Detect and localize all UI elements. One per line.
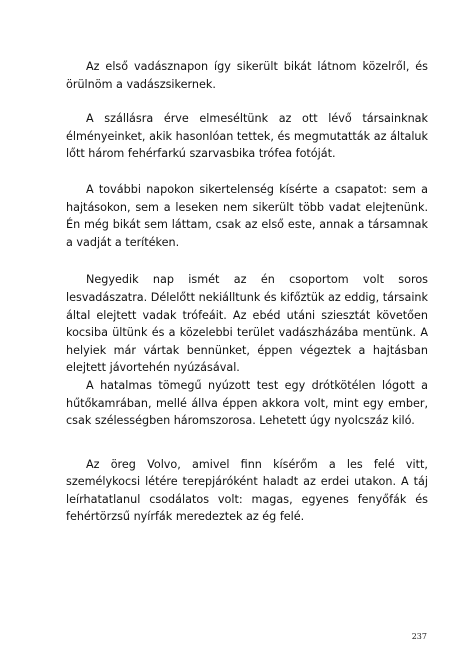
paragraph-5: A hatalmas tömegű nyúzott test egy drótkötélen lógott a hűtőkamrában, mellé állva éppen akkora volt, mint egy ember, csak szélességben háromszorosa. Lehetett úgy nyolcszáz kiló. — [66, 378, 428, 428]
paragraph-3: A további napokon sikertelenség kísérte a csapatot: sem a hajtásokon, sem a leseken nem sikerült több vadat elejtenünk. Én még bikát sem láttam, csak az első este, annak a társamnak a vadját a terítéken. — [66, 182, 428, 249]
paragraph-6: Az öreg Volvo, amivel finn kísérőm a les felé vitt, személykocsi létére terepjáróként haladt az erdei utakon. A táj leírhatatlanul csodálatos volt: magas, egyenes fenyőfák és fehértörzsű nyírfák meredeztek az ég felé. — [66, 457, 428, 524]
paragraph-2: A szállásra érve elmeséltünk az ott lévő társainknak élményeinket, akik hasonlóan tettek, és megmutatták az általuk lőtt három fehérfarkú szarvasbika trófea fotóját. — [66, 112, 428, 161]
page-number: 237 — [411, 632, 427, 641]
paragraph-4: Negyedik nap ismét az én csoportom volt soros lesvadászatra. Délelőtt nekiálltunk és kifőztük az eddig, társaink által elejtett vadak trófeáit. Az ebéd utáni sziesztát követően kocsiba ültünk és a közelebbi terület vadászházába mentünk. A helyiek már vártak bennünket, éppen végeztek a hajtásban elejtett jávortehén nyúzásával. — [66, 273, 428, 375]
body-text — [66, 58, 428, 526]
paragraph-1: Az első vadásznapon így sikerült bikát látnom közelről, és örülnöm a vadászsikernek. — [66, 60, 428, 91]
